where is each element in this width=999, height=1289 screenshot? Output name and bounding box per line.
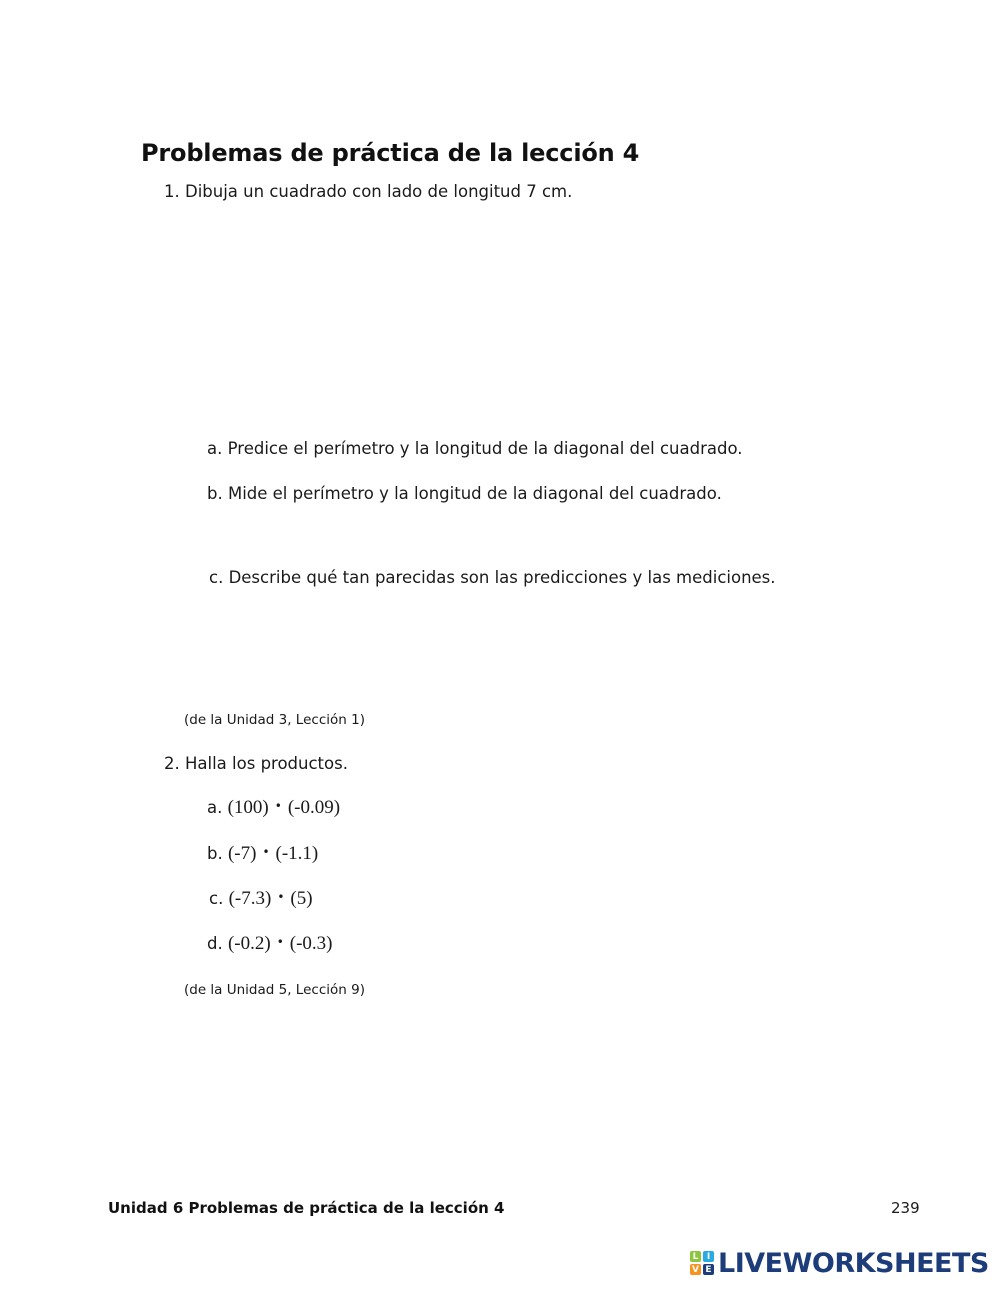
page-title: Problemas de práctica de la lección 4	[141, 139, 640, 167]
problem-1-part-b	[207, 484, 722, 503]
multiply-dot: •	[262, 845, 270, 859]
factor-left: (-7.3)	[228, 888, 272, 909]
problem-2	[164, 754, 348, 773]
part-label: c.	[209, 889, 224, 908]
problem-2-part-d	[207, 933, 333, 955]
part-label: c.	[209, 568, 224, 587]
multiply-dot: •	[277, 890, 285, 904]
factor-left: (-0.2)	[227, 933, 271, 954]
problem-2-source: (de la Unidad 5, Lección 9)	[184, 982, 365, 998]
problem-1-part-c	[209, 568, 776, 587]
problem-1	[164, 182, 572, 201]
logo-letter-l: L	[690, 1251, 701, 1262]
part-text: Mide el perímetro y la longitud de la diagonal del cuadrado.	[227, 484, 722, 503]
problem-1-source: (de la Unidad 3, Lección 1)	[184, 712, 365, 728]
part-label: a.	[207, 798, 223, 817]
problem-2-part-c	[209, 888, 313, 910]
part-text: Predice el perímetro y la longitud de la diagonal del cuadrado.	[227, 439, 743, 458]
factor-right: (-0.09)	[287, 797, 341, 818]
part-label: b.	[207, 484, 223, 503]
logo-letter-e: E	[703, 1264, 714, 1275]
logo-mark-icon	[690, 1251, 714, 1275]
problem-1-part-a	[207, 439, 743, 458]
problem-2-text: Halla los productos.	[185, 754, 348, 773]
problem-2-part-a	[207, 797, 340, 819]
problem-1-number: 1.	[164, 182, 180, 201]
logo-letter-v: V	[690, 1264, 701, 1275]
factor-left: (-7)	[227, 843, 257, 864]
logo-text: LIVEWORKSHEETS	[718, 1247, 989, 1279]
part-text: Describe qué tan parecidas son las predicciones y las mediciones.	[228, 568, 776, 587]
factor-right: (-1.1)	[275, 843, 319, 864]
multiply-dot: •	[274, 799, 282, 813]
factor-right: (-0.3)	[289, 933, 333, 954]
liveworksheets-logo[interactable]	[690, 1248, 989, 1278]
part-label: b.	[207, 844, 223, 863]
problem-2-number: 2.	[164, 754, 180, 773]
part-label: a.	[207, 439, 223, 458]
multiply-dot: •	[276, 935, 284, 949]
problem-1-text: Dibuja un cuadrado con lado de longitud 7 cm.	[185, 182, 573, 201]
part-label: d.	[207, 934, 223, 953]
footer-title: Unidad 6 Problemas de práctica de la lección 4	[108, 1199, 505, 1217]
factor-left: (100)	[227, 797, 269, 818]
factor-right: (5)	[290, 888, 313, 909]
page-number: 239	[891, 1199, 920, 1217]
problem-2-part-b	[207, 843, 318, 865]
logo-letter-i: I	[703, 1251, 714, 1262]
